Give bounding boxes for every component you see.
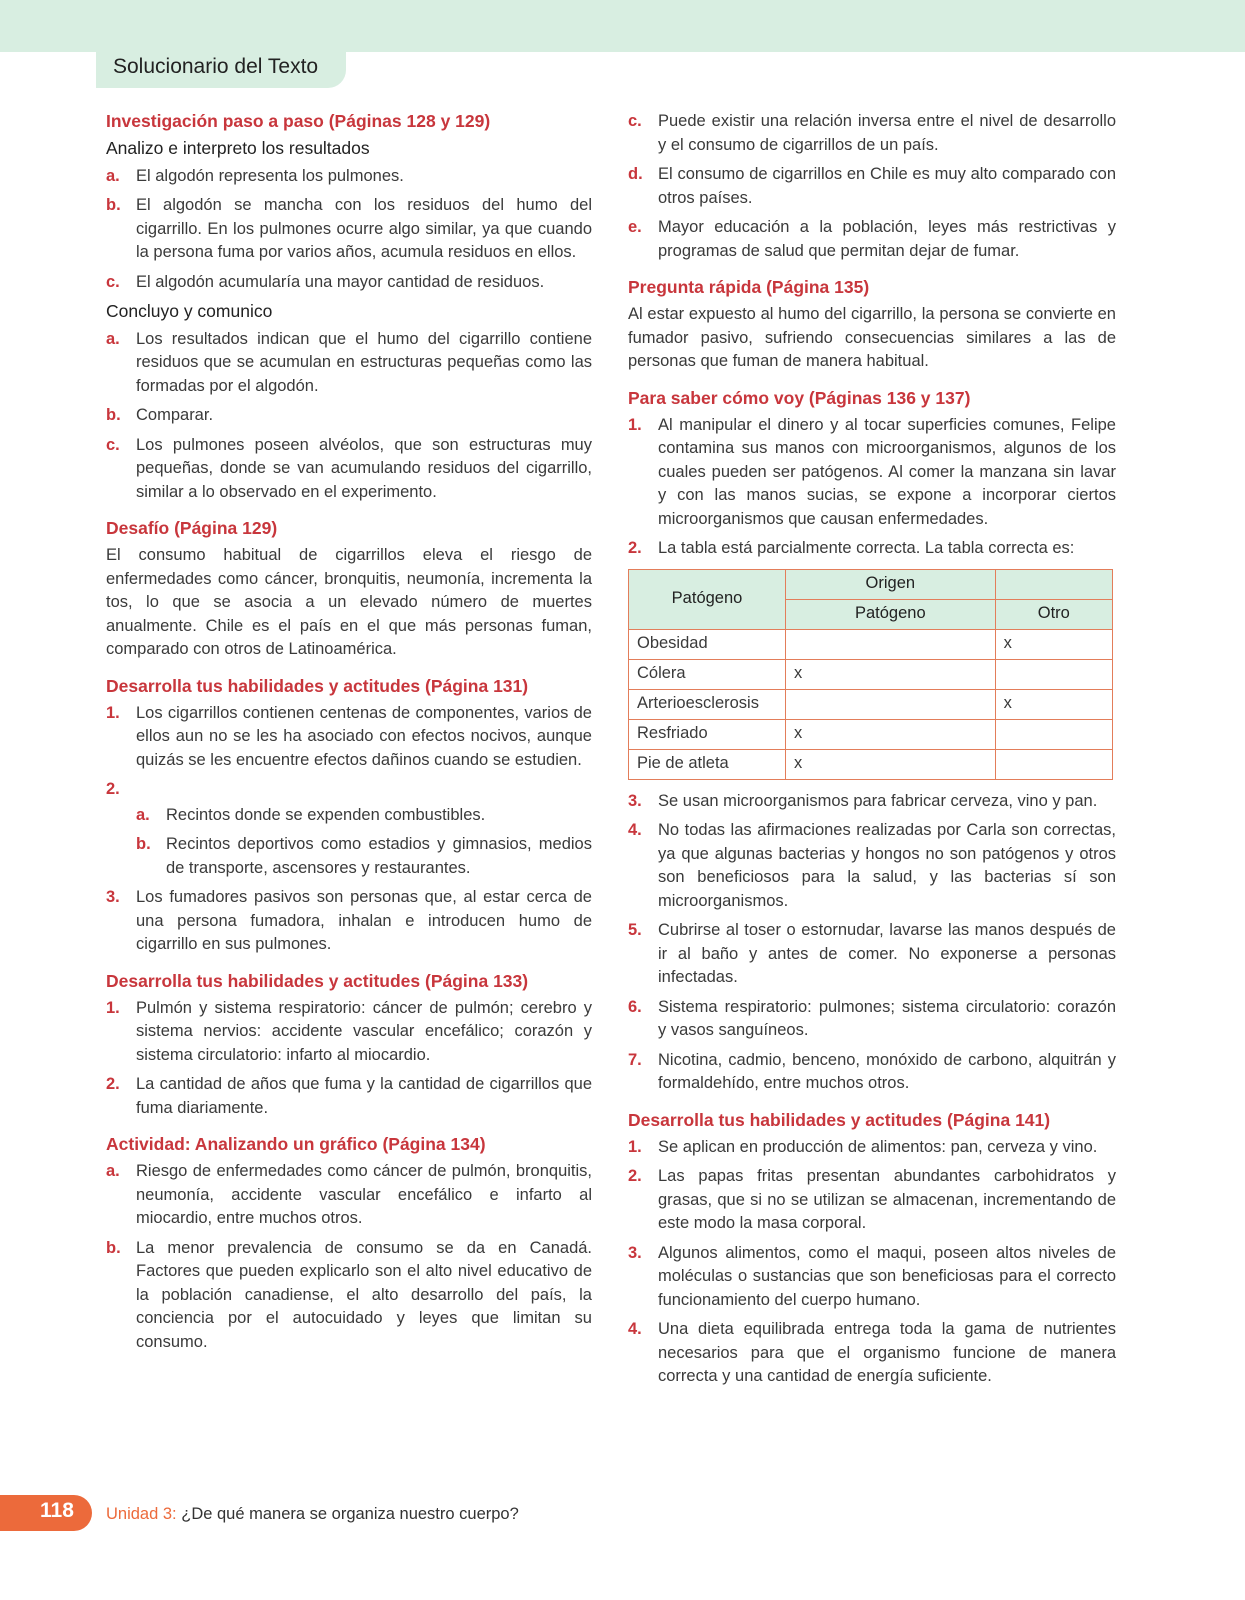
list-item [628,1049,1116,1096]
item-text: Las papas fritas presentan abundantes carbohidratos y grasas, que si no se utilizan se almacenan, incrementando de este modo la masa corporal. [658,1167,1116,1232]
table-cell [995,659,1112,689]
item-text: El algodón se mancha con los residuos del humo del cigarrillo. En los pulmones ocurre algo similar, ya que cuando la persona fuma por varios años, acumula residuos en ellos. [136,196,592,261]
item-label: a. [106,1162,120,1180]
section-title: Para saber cómo voy (Páginas 136 y 137) [628,387,971,408]
item-label: a. [106,329,120,348]
table-row [629,749,1113,779]
page-header-title: Solucionario del Texto [113,55,319,78]
item-text: Nicotina, cadmio, benceno, monóxido de carbono, alquitrán y formaldehído, entre muchos otros. [658,1050,1116,1092]
list-item [628,919,1116,990]
item-text: El consumo de cigarrillos en Chile es muy alto comparado con otros países. [658,165,1116,207]
item-text: La tabla está parcialmente correcta. La tabla correcta es: [658,539,1075,557]
table-header-cell: Origen [786,569,996,599]
item-label: 1. [106,703,120,722]
item-text: Se usan microorganismos para fabricar cerveza, vino y pan. [658,791,1098,810]
item-text: El algodón acumularía una mayor cantidad de residuos. [136,272,545,291]
item-label: b. [106,406,121,424]
list-item [106,702,592,773]
list-item [106,1073,592,1120]
item-label: 2. [106,1075,120,1093]
table-cell: x [786,749,996,779]
paragraph: Al estar expuesto al humo del cigarrillo, la persona se convierte en fumador pasivo, sufriendo consecuencias similares a las de personas que fuman de manera habitual. [628,305,1116,370]
list-item [106,271,592,295]
list-item [628,1165,1116,1236]
list-item [628,110,1116,157]
item-text: Cubrirse al toser o estornudar, lavarse las manos después de ir al baño y antes de comer. No exponerse a personas infectadas. [658,921,1116,986]
item-label: a. [106,166,120,185]
item-label: 4. [628,821,642,839]
item-text: La cantidad de años que fuma y la cantidad de cigarrillos que fuma diariamente. [136,1075,592,1117]
subsection-title: Analizo e interpreto los resultados [106,138,370,158]
item-text: Comparar. [136,406,214,424]
section-title: Desafío (Página 129) [106,518,278,538]
list-item [628,1318,1116,1389]
item-text: Los pulmones poseen alvéolos, que son estructuras muy pequeñas, donde se van acumulando residuos del cigarrillo, similar a lo observado en el experimento. [136,435,592,501]
list-item [628,414,1116,532]
header-band [0,0,1245,52]
item-label: 5. [628,921,642,939]
list-item [628,163,1116,210]
item-label: a. [136,805,150,824]
list-item [106,886,592,957]
list-item [106,1160,592,1231]
table-cell: x [786,719,996,749]
item-label: b. [136,835,151,853]
item-label: 2. [628,1167,642,1185]
list-item [628,216,1116,263]
list-item [106,778,592,802]
page-number: 118 [40,1499,74,1522]
table-cell: Obesidad [629,629,786,659]
table-header-cell: Patógeno [629,569,786,629]
item-text: Los resultados indican que el humo del cigarrillo contiene residuos que se acumulan en estructuras pequeñas como las formadas por el algodón. [136,329,592,395]
item-label: 2. [628,539,642,557]
list-item [106,404,592,428]
item-text: Se aplican en producción de alimentos: pan, cerveza y vino. [658,1137,1098,1156]
item-text: Al manipular el dinero y al tocar superficies comunes, Felipe contamina sus manos con microorganismos, algunos de los cuales pueden ser patógenos. Al comer la manzana sin lavar y con las manos sucias, se expone a incorporar ciertos microorganismos que causan enfermedades. [658,415,1116,528]
table-cell: Arterioesclerosis [629,689,786,719]
section-title: Desarrolla tus habilidades y actitudes (Página 141) [628,1109,1051,1130]
table-row [629,659,1113,689]
item-text: La menor prevalencia de consumo se da en Canadá. Factores que pueden explicarlo son el alto nivel educativo de la población canadiense, el alto desarrollo del país, la conciencia por el autocuidado y leyes que limitan su consumo. [136,1238,592,1351]
item-label: c. [106,435,120,454]
item-label: e. [628,218,642,236]
subsection-title: Concluyo y comunico [106,301,273,321]
sub-list-item [136,804,592,828]
table-cell: Cólera [629,659,786,689]
section-title: Actividad: Analizando un gráfico (Página 134) [106,1134,486,1154]
table-cell [786,629,996,659]
item-label: c. [106,272,120,291]
item-label: 6. [628,997,642,1016]
table-cell: x [995,689,1112,719]
list-item [628,996,1116,1043]
table-cell [995,719,1112,749]
table-header-cell [995,569,1112,599]
item-text: Algunos alimentos, como el maqui, poseen altos niveles de moléculas o sustancias que son beneficiosas para el correcto funcionamiento del cuerpo humano. [658,1243,1116,1309]
table-row [629,719,1113,749]
item-label: 1. [628,1137,642,1156]
item-label: c. [628,112,642,130]
item-text: Una dieta equilibrada entrega toda la gama de nutrientes necesarios para que el organismo funcione de manera correcta y una cantidad de energía suficiente. [658,1320,1116,1385]
table-cell: Pie de atleta [629,749,786,779]
section-title: Pregunta rápida (Página 135) [628,277,870,297]
item-label: 3. [106,888,120,906]
paragraph: El consumo habitual de cigarrillos eleva el riesgo de enfermedades como cáncer, bronquitis, neumonía, incrementa la tos, lo que se asocia a un elevado número de muertes anualmente. Chile es el país en el que más personas fuman, comparado con otros de Latinoamérica. [106,546,592,658]
right-column [628,110,1116,1395]
section-title: Desarrolla tus habilidades y actitudes (Página 131) [106,675,529,696]
item-label: 7. [628,1050,642,1069]
list-item [106,997,592,1068]
sub-list-item [136,833,592,880]
list-item [106,165,592,189]
list-item [106,328,592,399]
item-text: Los cigarrillos contienen centenas de componentes, varios de ellos aun no se les ha asociado con efectos nocivos, aunque quizás se les encuentre efectos dañinos cuando se estudien. [136,703,592,769]
table-cell: Resfriado [629,719,786,749]
table-row [629,689,1113,719]
list-item [628,1136,1116,1160]
footer-title: ¿De qué manera se organiza nuestro cuerpo? [181,1505,519,1523]
section-title: Investigación paso a paso (Páginas 128 y 129) [106,111,491,131]
item-text: No todas las afirmaciones realizadas por Carla son correctas, ya que algunas bacterias y hongos no son patógenos y otros son beneficiosos para la salud, y las bacterias sí son microorganismos. [658,821,1116,910]
pathogen-table [628,569,1113,780]
list-item [628,537,1116,561]
item-text: Mayor educación a la población, leyes más restrictivas y programas de salud que permitan dejar de fumar. [658,218,1116,260]
item-label: b. [106,196,121,214]
item-text: Recintos donde se expenden combustibles. [166,805,486,824]
list-item [106,434,592,505]
item-text: Pulmón y sistema respiratorio: cáncer de pulmón; cerebro y sistema nervios: accidente vascular encefálico; corazón y sistema circulatorio: infarto al miocardio. [136,998,592,1064]
item-label: b. [106,1238,121,1257]
footer [106,1505,519,1524]
left-column [106,110,592,1360]
table-row [629,629,1113,659]
list-item [106,194,592,265]
footer-unit: Unidad 3: [106,1505,177,1523]
item-label: 1. [106,998,120,1017]
table-cell [786,689,996,719]
item-label: d. [628,165,643,183]
table-cell [995,749,1112,779]
list-item [628,790,1116,814]
item-label: 3. [628,791,642,810]
table-cell: x [995,629,1112,659]
table-header-cell: Otro [995,599,1112,629]
item-text: Puede existir una relación inversa entre el nivel de desarrollo y el consumo de cigarrillos de un país. [658,112,1116,154]
item-label: 2. [106,780,120,798]
item-text: Los fumadores pasivos son personas que, al estar cerca de una persona fumadora, inhalan e introducen humo de cigarrillo en sus pulmones. [136,888,592,953]
item-text: Riesgo de enfermedades como cáncer de pulmón, bronquitis, neumonía, accidente vascular encefálico e infarto al miocardio, entre muchos otros. [136,1162,592,1227]
table-header-cell: Patógeno [786,599,996,629]
item-text: Recintos deportivos como estadios y gimnasios, medios de transporte, ascensores y restaurantes. [166,835,592,877]
section-title: Desarrolla tus habilidades y actitudes (Página 133) [106,970,529,991]
item-label: 3. [628,1243,642,1262]
list-item [628,819,1116,913]
item-text: El algodón representa los pulmones. [136,166,404,185]
item-label: 4. [628,1320,642,1338]
item-text: Sistema respiratorio: pulmones; sistema circulatorio: corazón y vasos sanguíneos. [658,997,1116,1039]
table-cell: x [786,659,996,689]
list-item [628,1242,1116,1313]
list-item [106,1237,592,1355]
item-label: 1. [628,415,642,434]
